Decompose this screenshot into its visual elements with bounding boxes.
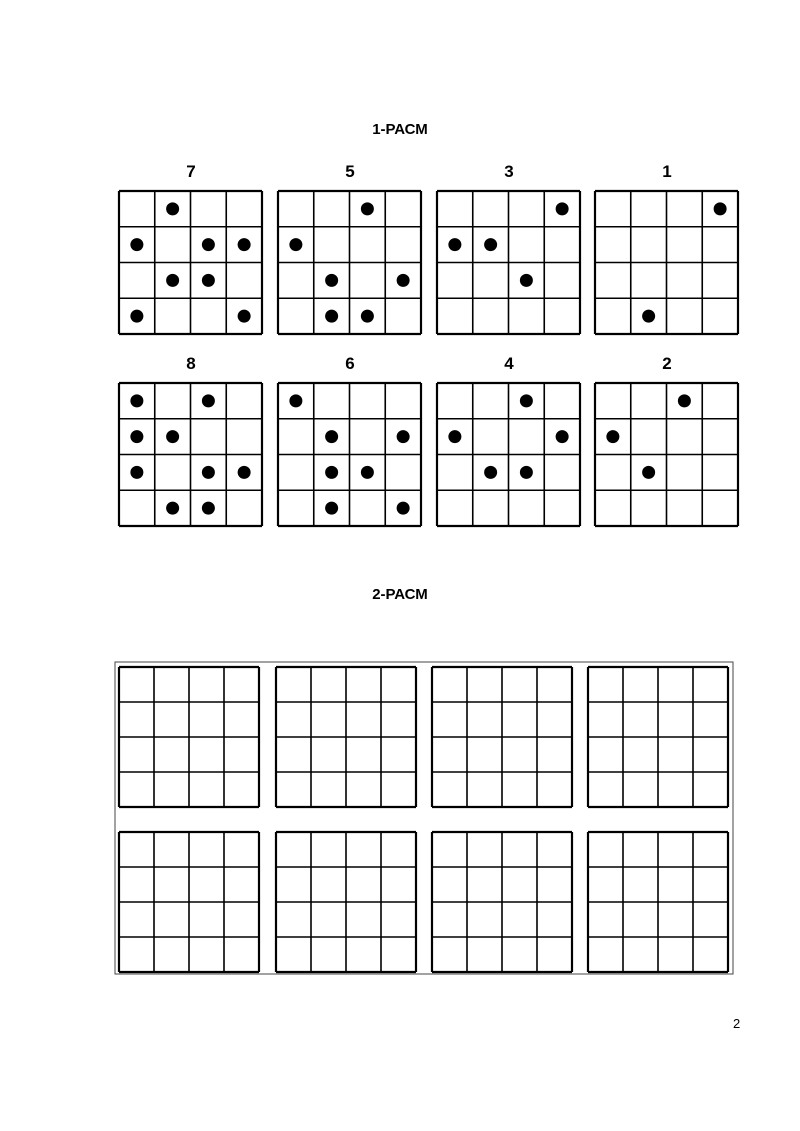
- grid-dot: [556, 202, 569, 215]
- grid-dot: [397, 274, 410, 287]
- dot-grid-7: [119, 191, 262, 334]
- grid-dot: [642, 310, 655, 323]
- grid-dot: [325, 430, 338, 443]
- dot-grid-6: [278, 383, 421, 526]
- grid-dot: [361, 310, 374, 323]
- grid-number-label: 5: [345, 162, 355, 181]
- grid-dot: [520, 274, 533, 287]
- grid-number-label: 6: [345, 354, 355, 373]
- grid-dot: [202, 274, 215, 287]
- grid-dot: [678, 394, 691, 407]
- grid-dot: [130, 394, 143, 407]
- empty-grid: [119, 667, 259, 807]
- empty-grid: [276, 667, 416, 807]
- grid-dot: [238, 466, 251, 479]
- empty-grid: [588, 667, 728, 807]
- grid-dot: [130, 310, 143, 323]
- grid-number-label: 7: [186, 162, 196, 181]
- page-number: 2: [733, 1016, 741, 1031]
- empty-grid: [276, 832, 416, 972]
- grid-dot: [238, 310, 251, 323]
- grid-dot: [361, 202, 374, 215]
- grid-dot: [361, 466, 374, 479]
- figure-1-title: 1-РАСМ: [372, 121, 428, 138]
- grid-dot: [448, 238, 461, 251]
- dot-grid-8: [119, 383, 262, 526]
- grid-dot: [484, 238, 497, 251]
- grid-dot: [289, 238, 302, 251]
- figure-2-frame: [115, 662, 733, 974]
- empty-grid: [432, 832, 572, 972]
- grid-dot: [166, 202, 179, 215]
- grid-dot: [397, 502, 410, 515]
- empty-grid: [119, 832, 259, 972]
- grid-dot: [520, 394, 533, 407]
- grid-dot: [238, 238, 251, 251]
- grid-dot: [642, 466, 655, 479]
- grid-dot: [202, 238, 215, 251]
- dot-grid-4: [437, 383, 580, 526]
- empty-grid: [432, 667, 572, 807]
- grid-dot: [166, 430, 179, 443]
- dot-grid-5: [278, 191, 421, 334]
- grid-dot: [289, 394, 302, 407]
- grid-dot: [202, 466, 215, 479]
- grid-dot: [556, 430, 569, 443]
- grid-dot: [484, 466, 497, 479]
- dot-grid-3: [437, 191, 580, 334]
- grid-dot: [606, 430, 619, 443]
- grid-dot: [130, 466, 143, 479]
- grid-dot: [166, 502, 179, 515]
- grid-dot: [130, 238, 143, 251]
- grid-dot: [520, 466, 533, 479]
- grid-dot: [202, 394, 215, 407]
- grid-dot: [714, 202, 727, 215]
- grid-dot: [130, 430, 143, 443]
- grid-number-label: 1: [662, 162, 672, 181]
- grid-dot: [397, 430, 410, 443]
- grid-dot: [202, 502, 215, 515]
- grid-dot: [325, 310, 338, 323]
- dot-grid-2: [595, 383, 738, 526]
- grid-number-label: 2: [662, 354, 672, 373]
- grid-number-label: 3: [504, 162, 514, 181]
- grid-dot: [325, 466, 338, 479]
- empty-grid: [588, 832, 728, 972]
- figure-2-title: 2-РАСМ: [372, 586, 428, 603]
- grid-dot: [325, 502, 338, 515]
- grid-dot: [325, 274, 338, 287]
- grid-dot: [448, 430, 461, 443]
- grid-number-label: 4: [504, 354, 514, 373]
- grid-dot: [166, 274, 179, 287]
- grid-number-label: 8: [186, 354, 196, 373]
- dot-grid-1: [595, 191, 738, 334]
